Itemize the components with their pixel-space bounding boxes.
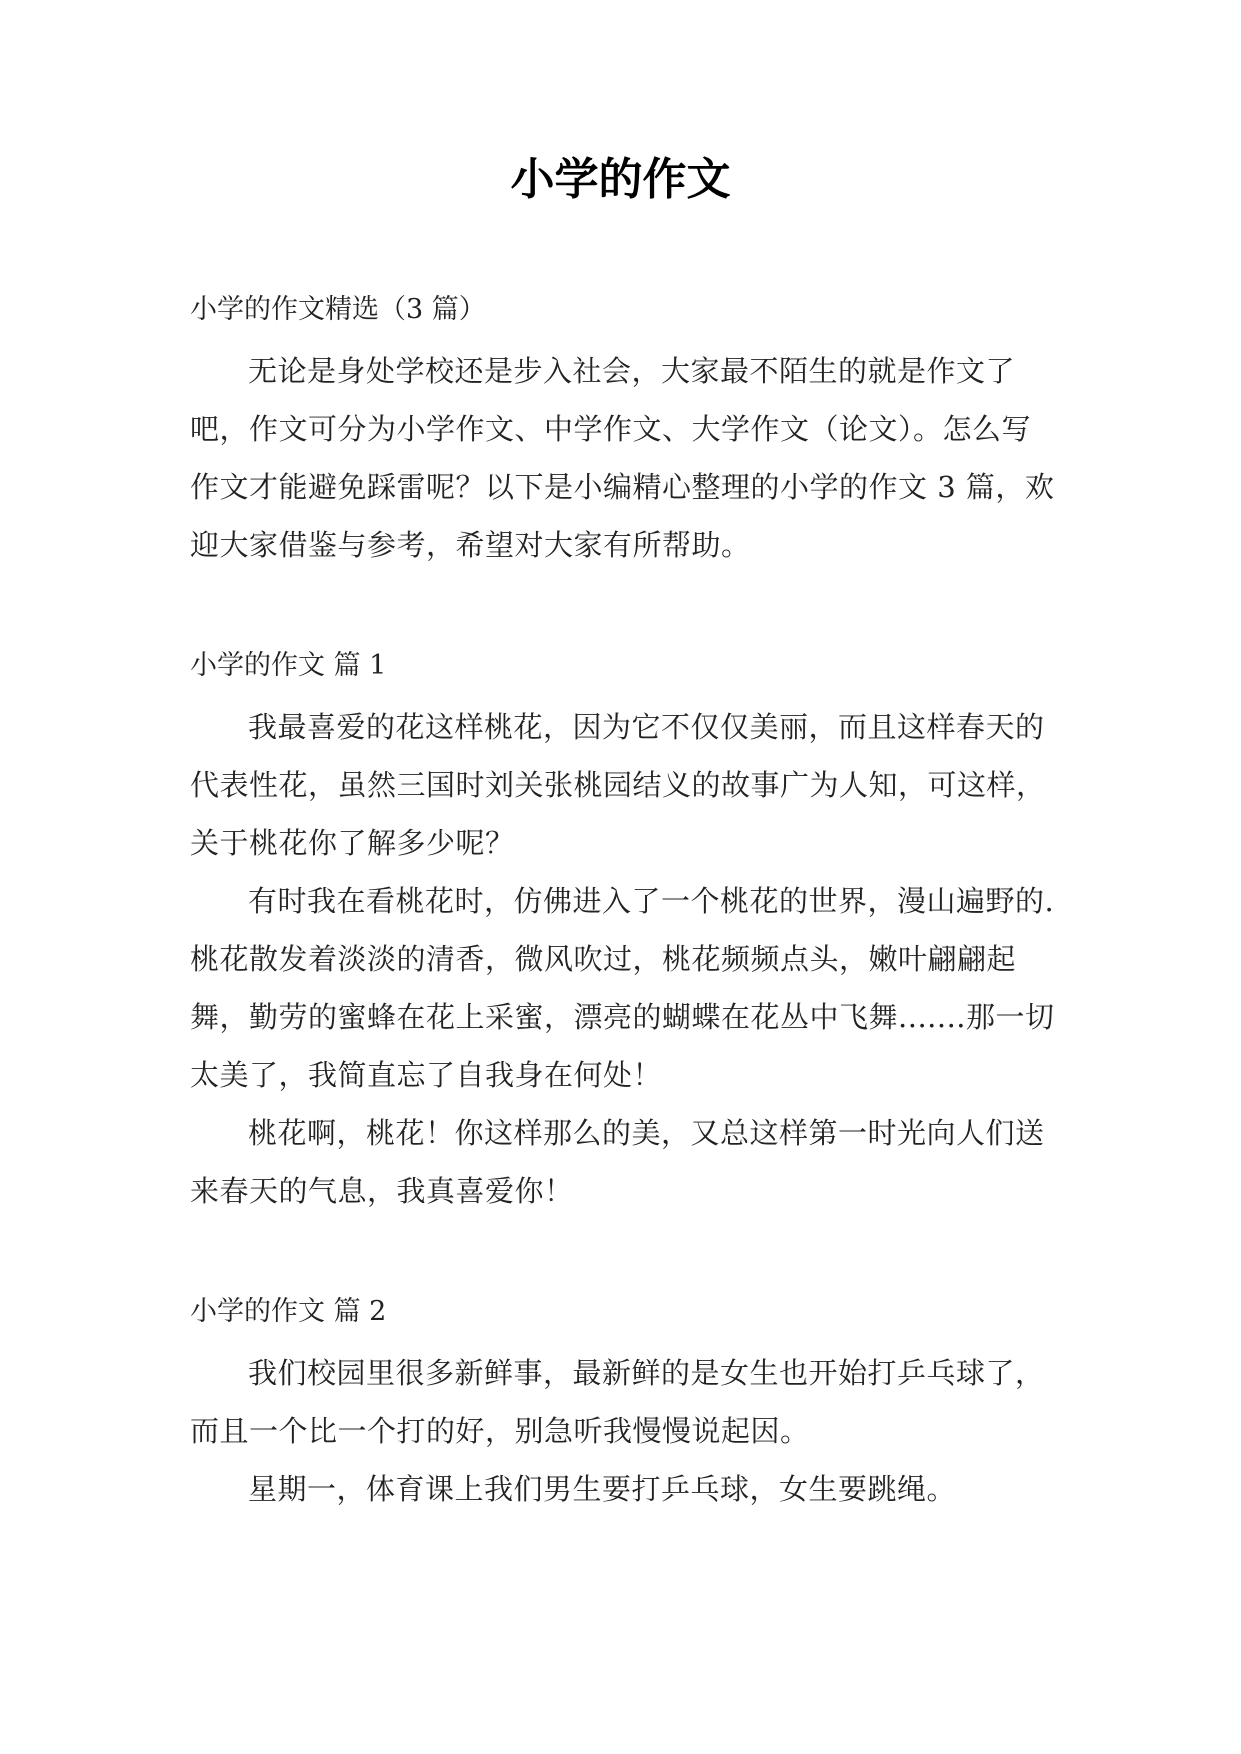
paragraph: 有时我在看桃花时，仿佛进入了一个桃花的世界，漫山遍野的.桃花散发着淡淡的清香，微风吹过，桃花频频点头，嫩叶翩翩起舞，勤劳的蜜蜂在花上采蜜，漂亮的蝴蝶在花丛中飞舞.......那一切太美了，我简直忘了自我身在何处！ xyxy=(190,884,1055,1092)
paragraph: 无论是身处学校还是步入社会，大家最不陌生的就是作文了吧，作文可分为小学作文、中学作文、大学作文（论文）。怎么写作文才能避免踩雷呢？以下是小编精心整理的小学的作文 3 篇，欢迎大家借鉴与参考，希望对大家有所帮助。 xyxy=(190,354,1055,562)
page-title: 小学的作文 xyxy=(510,154,731,205)
section-essay-1 xyxy=(190,646,1060,1220)
section-heading: 小学的作文精选（3 篇） xyxy=(190,294,486,325)
section-intro xyxy=(190,290,1060,574)
section-essay-2 xyxy=(190,1292,1060,1518)
document-body xyxy=(190,290,1060,1518)
section-heading: 小学的作文 篇 2 xyxy=(190,1296,387,1327)
paragraph: 我最喜爱的花这样桃花，因为它不仅仅美丽，而且这样春天的代表性花，虽然三国时刘关张桃园结义的故事广为人知，可这样，关于桃花你了解多少呢？ xyxy=(190,710,1046,860)
paragraph: 桃花啊，桃花！你这样那么的美，又总这样第一时光向人们送来春天的气息，我真喜爱你！ xyxy=(190,1116,1045,1208)
paragraph: 我们校园里很多新鲜事，最新鲜的是女生也开始打乒乓球了，而且一个比一个打的好，别急听我慢慢说起因。 xyxy=(190,1356,1045,1448)
paragraph: 星期一，体育课上我们男生要打乒乓球，女生要跳绳。 xyxy=(248,1472,957,1506)
section-heading: 小学的作文 篇 1 xyxy=(190,650,387,681)
